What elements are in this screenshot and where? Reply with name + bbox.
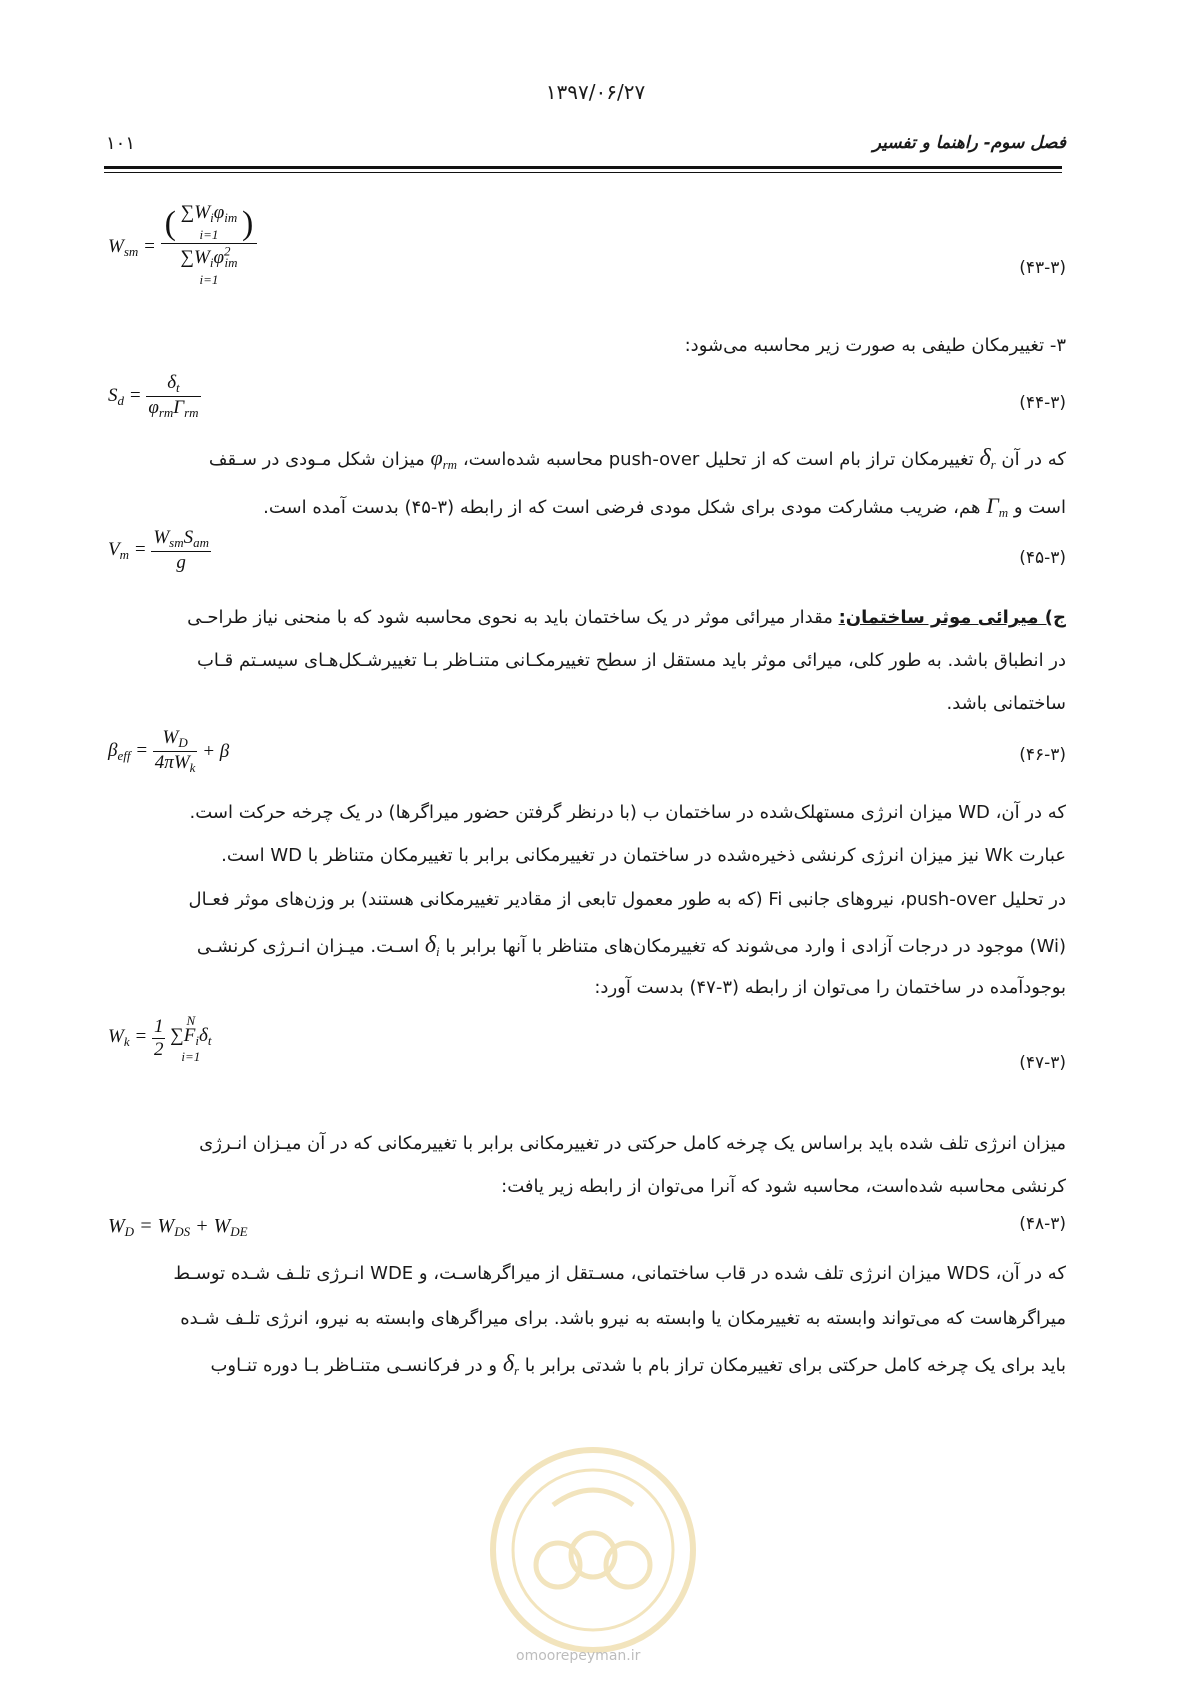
text-fragment: است و	[1013, 497, 1066, 518]
paragraph-effective-damping	[116, 598, 1066, 638]
symbol-phi-rm: $\varphi_{rm}$	[430, 445, 458, 472]
paragraph-line: ساختمانی باشد.	[946, 693, 1066, 714]
paragraph-roof-displacement	[116, 438, 1066, 485]
equation-48: $W_D = W_{DS} + W_{DE}$	[108, 1215, 248, 1239]
text-fragment: که در آن	[1001, 449, 1066, 470]
header-rule-thick	[104, 166, 1062, 169]
print-date: ۱۳۹۷/۰۶/۲۷	[545, 80, 646, 104]
header-rule-thin	[104, 172, 1062, 173]
equation-46: $\beta_{eff}$ = $\frac{W_D}{4\pi W_k}$ + β	[108, 727, 230, 775]
equation-number-44: (۴۴-۳)	[1019, 393, 1066, 413]
symbol-delta-r: $\delta_r$	[979, 445, 996, 472]
paragraph-line: میراگرهاست که می‌تواند وابسته به تغییرمکان یا وابسته به نیرو باشد. برای میراگرهای وابسته به نیرو، انرژی تلـف شـده	[180, 1308, 1066, 1329]
paragraph-line: در انطباق باشد. به طور کلی، میرائی موثر باید مستقل از سطح تغییرمکـانی متنـاظر بـا تغییرشـکل‌هـای سیسـتم قـاب	[196, 650, 1066, 671]
paragraph-line	[116, 1344, 1066, 1391]
text-fragment: اسـت. میـزان انـرژی کرنشـی	[196, 936, 420, 957]
symbol-delta-i: $\delta_i$	[424, 932, 440, 959]
chapter-title: فصل سوم- راهنما و تفسیر	[872, 133, 1066, 153]
paragraph-pushover-forces: در تحلیل push-over، نیروهای جانبی Fi (که به طور معمول تابعی از مقادیر تغییرمکانی هستند) بر وزن‌های موثر فعـال	[188, 889, 1066, 910]
equation-number-45: (۴۵-۳)	[1019, 548, 1066, 568]
section-heading: ج) میرائی موثر ساختمان:	[838, 607, 1066, 628]
equation-47: $W_k$ = $\frac{1}{2}$ N $\sum F_i\delta_t$ i=1	[108, 1013, 212, 1064]
equation-number-46: (۴۶-۳)	[1019, 745, 1066, 765]
text-fragment: مقدار میرائی موثر در یک ساختمان باید به نحوی محاسبه شود که با منحنی نیاز طراحـی	[187, 607, 833, 628]
text-fragment: (Wi) موجود در درجات آزادی i وارد می‌شوند که تغییرمکان‌های متناظر با آنها برابر با	[445, 936, 1066, 957]
text-fragment: هم، ضریب مشارکت مودی برای شکل مودی فرضی است که از رابطه (۳-۴۵) بدست آمده است.	[263, 497, 981, 518]
equation-45: $V_m$ = $\frac{W_{sm}S_{am}}{g}$	[108, 527, 209, 573]
text-fragment: میزان شکل مـودی در سـقف	[208, 449, 425, 470]
paragraph-damper-energy: که در آن، WDS میزان انرژی تلف شده در قاب ساختمانی، مسـتقل از میراگرهاسـت، و WDE انـرژی تلـف شـده توسـط	[173, 1263, 1066, 1284]
watermark-logo	[468, 1425, 718, 1675]
paragraph-participation-factor	[116, 486, 1066, 533]
paragraph-line	[116, 925, 1066, 972]
text-fragment: تغییرمکان تراز بام است که از تحلیل push-over محاسبه شده‌است،	[462, 449, 974, 470]
paragraph-strain-energy: عبارت Wk نیز میزان انرژی کرنشی ذخیره‌شده در ساختمان در تغییرمکانی برابر با تغییرمکان متناظر با WD است.	[221, 845, 1066, 866]
equation-number-43: (۴۳-۳)	[1019, 258, 1066, 278]
page-number: ۱۰۱	[106, 133, 136, 154]
paragraph-energy-loss: میزان انرژی تلف شده باید براساس یک چرخه کامل حرکتی در تغییرمکانی برابر با تغییرمکانی که در آن میـزان انـرژی	[199, 1133, 1066, 1154]
paragraph-spectral-displacement: ۳- تغییرمکان طیفی به صورت زیر محاسبه می‌شود:	[684, 335, 1066, 356]
text-fragment: و در فرکانسـی متنـاظر بـا دوره تنـاوب	[210, 1355, 498, 1376]
paragraph-line: بوجودآمده در ساختمان را می‌توان از رابطه (۳-۴۷) بدست آورد:	[594, 977, 1066, 998]
paragraph-dissipated-energy: که در آن، WD میزان انرژی مستهلک‌شده در ساختمان ب (با درنظر گرفتن حضور میراگرها) در یک چرخه حرکت است.	[189, 802, 1066, 823]
equation-44: $S_d$ = $\frac{\delta_t}{\varphi_{rm}\Gamma_{rm}}$	[108, 372, 199, 420]
symbol-gamma-m: $\Gamma_m$	[986, 493, 1009, 520]
equation-number-48: (۴۸-۳)	[1019, 1214, 1066, 1234]
watermark-url: omoorepeyman.ir	[516, 1648, 641, 1664]
text-fragment: باید برای یک چرخه کامل حرکتی برای تغییرمکان تراز بام با شدتی برابر با	[524, 1355, 1066, 1376]
equation-43: $W_{sm}$ = ( $\sum W_i\varphi_{im}$ i=1 ) $\sum W_i\varphi^2_{im}$ i=1	[108, 205, 257, 290]
paragraph-line: کرنشی محاسبه شده‌است، محاسبه شود که آنرا می‌توان از رابطه زیر یافت:	[501, 1176, 1066, 1197]
equation-number-47: (۴۷-۳)	[1019, 1053, 1066, 1073]
symbol-delta-r: $\delta_r$	[502, 1351, 520, 1378]
